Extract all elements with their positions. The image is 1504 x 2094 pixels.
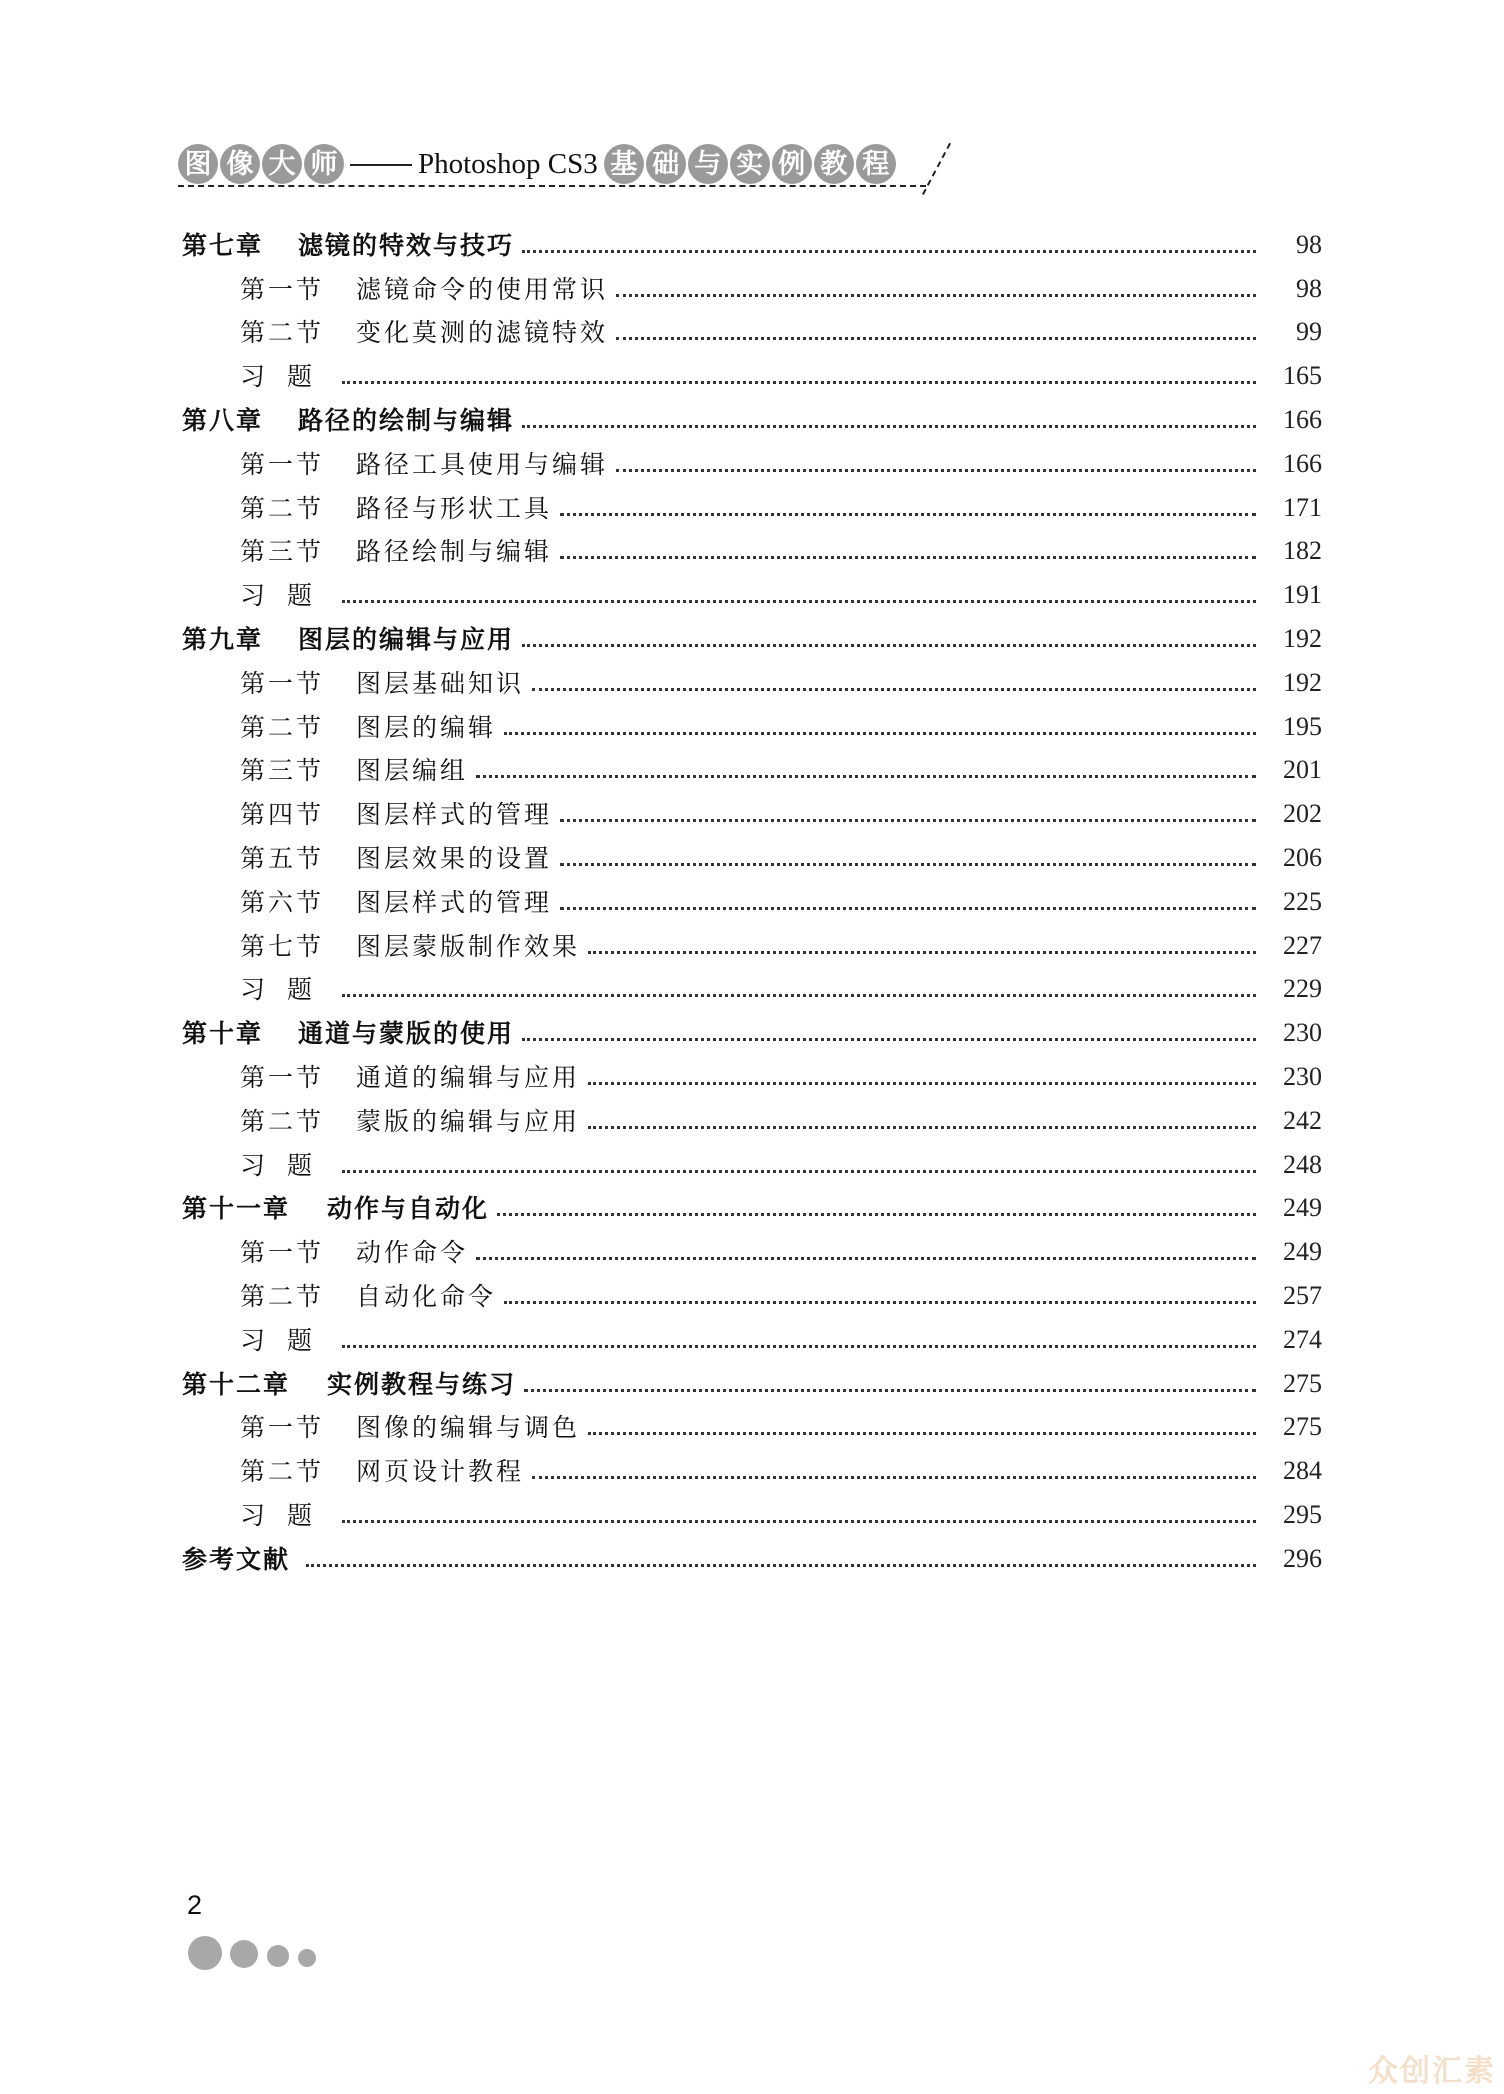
header-char: 师 bbox=[304, 144, 344, 184]
toc-dot-leader bbox=[522, 1038, 1256, 1041]
footer-dot bbox=[230, 1940, 258, 1968]
toc-page-number: 99 bbox=[1296, 317, 1322, 347]
toc-entry-number: 第五节 bbox=[240, 843, 325, 873]
toc-entry-number: 第二节 bbox=[240, 712, 325, 742]
toc-page-number: 257 bbox=[1283, 1280, 1322, 1310]
toc-entry-title: 图层蒙版制作效果 bbox=[356, 931, 581, 961]
toc-entry-number: 第三节 bbox=[240, 537, 325, 567]
toc-entry-number: 第二节 bbox=[240, 1106, 325, 1136]
toc-page-number: 98 bbox=[1296, 229, 1322, 259]
toc-entry-label bbox=[182, 493, 553, 523]
toc-dot-leader bbox=[588, 1082, 1256, 1085]
toc-dot-leader bbox=[504, 732, 1256, 735]
toc-exercise-row bbox=[182, 345, 1322, 392]
toc-entry-number: 习题 bbox=[240, 1325, 335, 1355]
toc-dot-leader bbox=[476, 775, 1256, 778]
toc-chapter-row bbox=[182, 214, 1322, 258]
toc-entry-label bbox=[182, 756, 469, 786]
toc-entry-label bbox=[182, 1106, 581, 1136]
toc-entry-title: 图层样式的管理 bbox=[356, 800, 553, 830]
toc-page-number: 284 bbox=[1283, 1456, 1322, 1486]
header-char: 础 bbox=[646, 144, 686, 184]
toc-entry-label bbox=[182, 1413, 581, 1443]
toc-entry-title: 滤镜命令的使用常识 bbox=[356, 274, 609, 304]
toc-exercise-row bbox=[182, 959, 1322, 1003]
toc-chapter-row bbox=[182, 389, 1322, 433]
toc-entry-label bbox=[182, 1325, 335, 1355]
toc-entry-label bbox=[182, 1062, 581, 1092]
toc-entry-number: 第一节 bbox=[240, 274, 325, 304]
toc-entry-label bbox=[182, 1194, 490, 1224]
toc-page-number: 191 bbox=[1283, 580, 1322, 610]
toc-entry-label bbox=[182, 230, 515, 260]
toc-entry-label bbox=[182, 581, 335, 611]
toc-entry-title: 图层的编辑与应用 bbox=[298, 624, 515, 654]
header-slash-decoration bbox=[922, 143, 953, 196]
toc-entry-label bbox=[182, 1238, 469, 1268]
toc-page-number: 295 bbox=[1283, 1499, 1322, 1529]
toc-page-number: 192 bbox=[1283, 623, 1322, 653]
toc-page-number: 206 bbox=[1283, 842, 1322, 872]
toc-page-number: 229 bbox=[1283, 974, 1322, 1004]
toc-entry-label bbox=[182, 1457, 525, 1487]
header-dashed-rule bbox=[178, 185, 926, 187]
toc-page-number: 249 bbox=[1283, 1237, 1322, 1267]
toc-dot-leader bbox=[522, 644, 1256, 647]
toc-entry-label bbox=[182, 318, 609, 348]
toc-chapter-row bbox=[182, 1178, 1322, 1222]
toc-entry-label bbox=[182, 624, 515, 654]
header-dash bbox=[350, 164, 412, 166]
toc-dot-leader bbox=[532, 1476, 1256, 1479]
toc-page-number: 242 bbox=[1283, 1105, 1322, 1135]
header-char: 与 bbox=[688, 144, 728, 184]
toc-entry-label bbox=[182, 1150, 335, 1180]
toc-dot-leader bbox=[532, 688, 1256, 691]
toc-entry-number: 第九章 bbox=[182, 624, 264, 654]
toc-entry-number: 第八章 bbox=[182, 405, 264, 435]
toc-entry-title: 滤镜的特效与技巧 bbox=[298, 230, 515, 260]
toc-entry-number: 第二节 bbox=[240, 493, 325, 523]
toc-entry-number: 第二节 bbox=[240, 1281, 325, 1311]
toc-dot-leader bbox=[342, 1520, 1256, 1523]
toc-section-row bbox=[182, 1221, 1322, 1268]
toc-entry-number: 第七章 bbox=[182, 230, 264, 260]
toc-page-number: 202 bbox=[1283, 799, 1322, 829]
toc-entry-number: 第十一章 bbox=[182, 1194, 291, 1224]
toc-page-number: 165 bbox=[1283, 361, 1322, 391]
toc-exercise-row bbox=[182, 1309, 1322, 1353]
toc-dot-leader bbox=[588, 1432, 1256, 1435]
toc-entry-title: 图层基础知识 bbox=[356, 668, 525, 698]
toc-dot-leader bbox=[497, 1213, 1256, 1216]
toc-page-number: 201 bbox=[1283, 755, 1322, 785]
toc-section-row bbox=[182, 521, 1322, 565]
toc-dot-leader bbox=[616, 337, 1256, 340]
toc-entry-title: 图层编组 bbox=[356, 756, 469, 786]
toc-entry-label bbox=[182, 1281, 497, 1311]
toc-section-row bbox=[182, 1090, 1322, 1134]
toc-dot-leader bbox=[342, 1345, 1256, 1348]
toc-entry-label bbox=[182, 405, 515, 435]
footer-dot bbox=[298, 1949, 316, 1967]
toc-chapter-row bbox=[182, 608, 1322, 652]
toc-page-number: 275 bbox=[1283, 1368, 1322, 1398]
toc-entry-number: 第一节 bbox=[240, 1413, 325, 1443]
toc-exercise-row bbox=[182, 1484, 1322, 1528]
toc-dot-leader bbox=[560, 513, 1256, 516]
toc-entry-label bbox=[182, 712, 497, 742]
toc-dot-leader bbox=[560, 556, 1256, 559]
header-char: 大 bbox=[262, 144, 302, 184]
footer-dot bbox=[188, 1936, 222, 1970]
toc-entry-label bbox=[182, 668, 525, 698]
toc-dot-leader bbox=[342, 600, 1256, 603]
toc-entry-label bbox=[182, 1500, 335, 1530]
toc-dot-leader bbox=[560, 907, 1256, 910]
header-char: 程 bbox=[856, 144, 896, 184]
toc-page-number: 227 bbox=[1283, 930, 1322, 960]
toc-chapter-row bbox=[182, 1353, 1322, 1397]
toc-section-row bbox=[182, 258, 1322, 302]
toc-entry-label bbox=[182, 800, 553, 830]
toc-dot-leader bbox=[476, 1257, 1256, 1260]
toc-entry-number: 第一节 bbox=[240, 1062, 325, 1092]
toc-entry-number: 第十章 bbox=[182, 1019, 264, 1049]
header-char: 像 bbox=[220, 144, 260, 184]
toc-exercise-row bbox=[182, 1134, 1322, 1178]
toc-page-number: 171 bbox=[1283, 492, 1322, 522]
header-subtitle-text: Photoshop CS3 bbox=[418, 147, 598, 180]
toc-entry-title: 路径绘制与编辑 bbox=[356, 537, 553, 567]
watermark-text: 众创汇素 bbox=[1368, 2054, 1496, 2089]
toc-entry-title: 实例教程与练习 bbox=[327, 1369, 517, 1399]
toc-dot-leader bbox=[588, 951, 1256, 954]
toc-dot-leader bbox=[522, 250, 1256, 253]
toc-page-number: 230 bbox=[1283, 1061, 1322, 1091]
toc-dot-leader bbox=[560, 863, 1256, 866]
toc-entry-number: 第二节 bbox=[240, 1457, 325, 1487]
toc-section-row bbox=[182, 302, 1322, 346]
toc-entry-number: 习题 bbox=[240, 362, 335, 392]
toc-entry-title: 图层效果的设置 bbox=[356, 843, 553, 873]
footer-dot bbox=[267, 1945, 289, 1967]
toc-entry-title: 路径与形状工具 bbox=[356, 493, 553, 523]
toc-entry-title: 动作命令 bbox=[356, 1238, 469, 1268]
toc-entry-title: 路径的绘制与编辑 bbox=[298, 405, 515, 435]
toc-entry-number: 第一节 bbox=[240, 668, 325, 698]
header-title-right bbox=[604, 144, 898, 184]
toc-entry-title: 蒙版的编辑与应用 bbox=[356, 1106, 581, 1136]
toc-page-number: 192 bbox=[1283, 667, 1322, 697]
toc-dot-leader bbox=[616, 294, 1256, 297]
header-char: 基 bbox=[604, 144, 644, 184]
toc-page-number: 249 bbox=[1283, 1193, 1322, 1223]
toc-entry-label bbox=[182, 975, 335, 1005]
toc-entry-label bbox=[182, 843, 553, 873]
toc-dot-leader bbox=[504, 1301, 1256, 1304]
toc-entry-label bbox=[182, 931, 581, 961]
toc-entry-number: 第三节 bbox=[240, 756, 325, 786]
toc-dot-leader bbox=[342, 994, 1256, 997]
toc-dot-leader bbox=[306, 1564, 1256, 1567]
toc-entry-label bbox=[182, 1019, 515, 1049]
toc-entry-number: 第七节 bbox=[240, 931, 325, 961]
toc-page-number: 225 bbox=[1283, 886, 1322, 916]
page-number: 2 bbox=[187, 1890, 203, 1920]
toc-chapter-row bbox=[182, 1002, 1322, 1049]
toc-entry-label bbox=[182, 537, 553, 567]
toc-exercise-row bbox=[182, 564, 1322, 611]
header-subtitle bbox=[350, 148, 598, 181]
toc-entry-number: 第十二章 bbox=[182, 1369, 291, 1399]
toc-entry-number: 习题 bbox=[240, 1150, 335, 1180]
toc-dot-leader bbox=[588, 1126, 1256, 1129]
toc-entry-number: 第一节 bbox=[240, 1238, 325, 1268]
toc-entry-label bbox=[182, 362, 335, 392]
header-char: 例 bbox=[772, 144, 812, 184]
toc-dot-leader bbox=[522, 425, 1256, 428]
toc-page-number: 248 bbox=[1283, 1149, 1322, 1179]
toc-entry-title: 通道与蒙版的使用 bbox=[298, 1019, 515, 1049]
toc-section-row bbox=[182, 740, 1322, 784]
header-char: 教 bbox=[814, 144, 854, 184]
header-char: 图 bbox=[178, 144, 218, 184]
toc-entry-number: 第二节 bbox=[240, 318, 325, 348]
toc-entry-number: 习题 bbox=[240, 581, 335, 611]
toc-page-number: 166 bbox=[1283, 404, 1322, 434]
toc-entry-title: 图层的编辑 bbox=[356, 712, 497, 742]
toc-section-row bbox=[182, 696, 1322, 740]
toc-section-row bbox=[182, 783, 1322, 830]
table-of-contents bbox=[182, 214, 1322, 1572]
toc-page-number: 274 bbox=[1283, 1324, 1322, 1354]
header-title-left bbox=[178, 144, 346, 184]
toc-dot-leader bbox=[560, 819, 1256, 822]
toc-entry-title: 通道的编辑与应用 bbox=[356, 1062, 581, 1092]
toc-section-row bbox=[182, 477, 1322, 521]
toc-section-row bbox=[182, 871, 1322, 915]
toc-section-row bbox=[182, 652, 1322, 696]
toc-chapter-row bbox=[182, 1528, 1322, 1572]
toc-entry-title: 路径工具使用与编辑 bbox=[356, 449, 609, 479]
toc-entry-number: 参考文献 bbox=[182, 1544, 291, 1574]
toc-page-number: 230 bbox=[1283, 1018, 1322, 1048]
header-char: 实 bbox=[730, 144, 770, 184]
toc-page-number: 182 bbox=[1283, 536, 1322, 566]
toc-entry-label bbox=[182, 449, 609, 479]
toc-section-row bbox=[182, 1440, 1322, 1487]
toc-section-row bbox=[182, 827, 1322, 871]
toc-section-row bbox=[182, 433, 1322, 477]
toc-dot-leader bbox=[342, 381, 1256, 384]
toc-entry-number: 第六节 bbox=[240, 887, 325, 917]
toc-entry-title: 自动化命令 bbox=[356, 1281, 497, 1311]
toc-page-number: 296 bbox=[1283, 1543, 1322, 1573]
toc-dot-leader bbox=[342, 1170, 1256, 1173]
toc-entry-number: 习题 bbox=[240, 975, 335, 1005]
running-header bbox=[178, 142, 898, 186]
toc-entry-label bbox=[182, 887, 553, 917]
toc-section-row bbox=[182, 1046, 1322, 1090]
toc-section-row bbox=[182, 1265, 1322, 1309]
toc-entry-label bbox=[182, 1544, 298, 1574]
toc-entry-title: 图层样式的管理 bbox=[356, 887, 553, 917]
toc-entry-title: 图像的编辑与调色 bbox=[356, 1413, 581, 1443]
toc-entry-title: 网页设计教程 bbox=[356, 1457, 525, 1487]
toc-dot-leader bbox=[616, 469, 1256, 472]
toc-entry-number: 习题 bbox=[240, 1500, 335, 1530]
toc-entry-number: 第四节 bbox=[240, 800, 325, 830]
toc-page-number: 98 bbox=[1296, 273, 1322, 303]
toc-entry-title: 变化莫测的滤镜特效 bbox=[356, 318, 609, 348]
toc-entry-title: 动作与自动化 bbox=[327, 1194, 490, 1224]
toc-entry-label bbox=[182, 1369, 517, 1399]
toc-dot-leader bbox=[524, 1389, 1256, 1392]
toc-entry-number: 第一节 bbox=[240, 449, 325, 479]
toc-page-number: 195 bbox=[1283, 711, 1322, 741]
toc-section-row bbox=[182, 915, 1322, 959]
toc-section-row bbox=[182, 1397, 1322, 1441]
toc-page-number: 275 bbox=[1283, 1412, 1322, 1442]
toc-entry-label bbox=[182, 274, 609, 304]
toc-page-number: 166 bbox=[1283, 448, 1322, 478]
